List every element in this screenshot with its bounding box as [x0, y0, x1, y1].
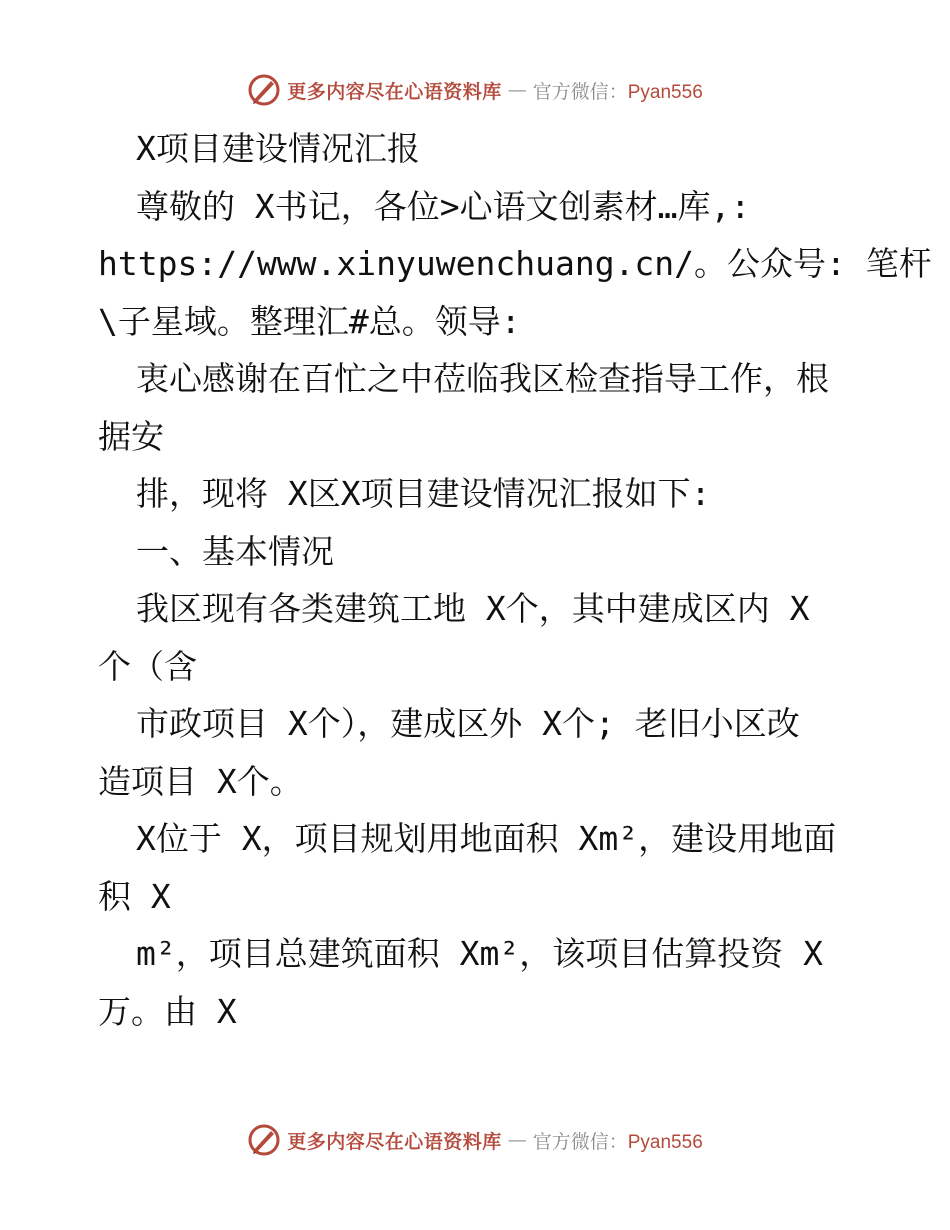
paragraph-line: m²，项目总建筑面积 Xm²，该项目估算投资 X — [136, 934, 823, 973]
footer-banner[interactable] — [0, 1120, 950, 1160]
banner-separator: — — [507, 1129, 527, 1151]
paragraph-line: 造项目 X个。 — [98, 761, 303, 801]
banner-contact-id: Pyan556 — [627, 1131, 703, 1153]
document-body — [98, 120, 932, 1040]
banner-site-text: 更多内容尽在心语资料库 — [287, 1130, 502, 1153]
quill-pen-circle-icon — [247, 73, 281, 107]
paragraph-line: 我区现有各类建筑工地 X个，其中建成区内 X — [136, 589, 810, 628]
paragraph-line: 衷心感谢在百忙之中莅临我区检查指导工作，根 — [136, 359, 829, 398]
paragraph-line: 尊敬的 X书记，各位>心语文创素材…库,: — [136, 186, 751, 226]
banner-contact — [533, 77, 703, 104]
paragraph-line: X项目建设情况汇报 — [136, 129, 420, 168]
paragraph-line: X位于 X，项目规划用地面积 Xm²，建设用地面 — [136, 819, 837, 858]
paragraph-line: 市政项目 X个），建成区外 X个; 老旧小区改 — [136, 704, 800, 743]
banner-contact-label: 官方微信： — [532, 80, 628, 103]
paragraph-line: https://www.xinyuwenchuang.cn/。公众号: 笔杆 — [98, 244, 932, 283]
paragraph-line: 个（含 — [98, 646, 197, 686]
paragraph-line: 积 X — [98, 876, 171, 916]
banner-contact-id: Pyan556 — [627, 81, 703, 103]
header-banner[interactable] — [0, 70, 950, 110]
paragraph-line: 万。由 X — [98, 991, 237, 1031]
banner-contact-label: 官方微信： — [532, 1130, 628, 1153]
banner-contact — [533, 1127, 703, 1154]
banner-separator: — — [507, 79, 527, 101]
quill-pen-circle-icon — [247, 1123, 281, 1157]
paragraph-line: 一、基本情况 — [136, 531, 334, 571]
paragraph-line: 排，现将 X区X项目建设情况汇报如下: — [136, 474, 711, 513]
paragraph-line: 据安 — [98, 416, 164, 456]
paragraph-line: \子星域。整理汇#总。领导: — [98, 301, 521, 341]
banner-site-text: 更多内容尽在心语资料库 — [287, 80, 502, 103]
